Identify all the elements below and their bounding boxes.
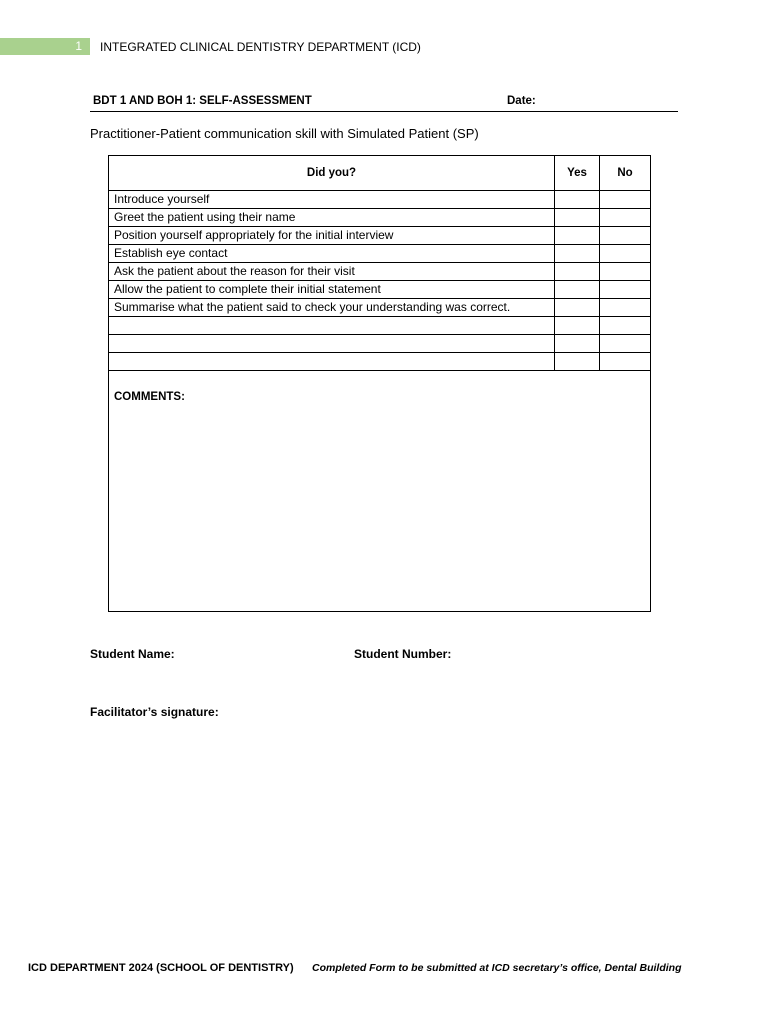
page-number-bar [0,38,90,55]
checklist-item[interactable] [109,317,555,335]
no-cell[interactable] [600,353,651,371]
student-number-label: Student Number: [354,647,452,661]
table-row [109,353,651,371]
department-title: INTEGRATED CLINICAL DENTISTRY DEPARTMENT (ICD) [100,40,421,54]
checklist-item[interactable] [109,335,555,353]
yes-cell[interactable] [555,263,600,281]
form-subtitle: Practitioner-Patient communication skill with Simulated Patient (SP) [90,126,479,141]
checklist-item: Greet the patient using their name [109,209,555,227]
no-cell[interactable] [600,209,651,227]
checklist-item: Establish eye contact [109,245,555,263]
table-row [109,263,651,281]
checklist-table [108,155,651,612]
yes-cell[interactable] [555,317,600,335]
table-row [109,227,651,245]
yes-cell[interactable] [555,209,600,227]
table-row [109,209,651,227]
table-row [109,191,651,209]
checklist-item: Introduce yourself [109,191,555,209]
no-cell[interactable] [600,191,651,209]
checklist-item: Allow the patient to complete their initial statement [109,281,555,299]
column-header-yes: Yes [555,156,600,191]
checklist-item: Summarise what the patient said to check your understanding was correct. [109,299,555,317]
yes-cell[interactable] [555,299,600,317]
table-row [109,245,651,263]
comments-row [109,371,651,612]
no-cell[interactable] [600,281,651,299]
student-name-label: Student Name: [90,647,175,661]
yes-cell[interactable] [555,191,600,209]
comments-box[interactable] [109,371,651,612]
facilitator-signature-label: Facilitator’s signature: [90,705,219,719]
footer-department: ICD DEPARTMENT 2024 (SCHOOL OF DENTISTRY) [28,962,294,974]
yes-cell[interactable] [555,353,600,371]
yes-cell[interactable] [555,281,600,299]
no-cell[interactable] [600,317,651,335]
table-row [109,281,651,299]
form-title: BDT 1 AND BOH 1: SELF-ASSESSMENT [93,95,312,107]
table-row [109,335,651,353]
no-cell[interactable] [600,227,651,245]
comments-label: COMMENTS: [114,391,185,403]
page-number: 1 [75,39,82,53]
checklist-header-row [109,156,651,191]
checklist-item: Ask the patient about the reason for their visit [109,263,555,281]
yes-cell[interactable] [555,227,600,245]
no-cell[interactable] [600,299,651,317]
checklist-item[interactable] [109,353,555,371]
yes-cell[interactable] [555,245,600,263]
yes-cell[interactable] [555,335,600,353]
no-cell[interactable] [600,263,651,281]
form-title-row [90,94,678,112]
table-row [109,299,651,317]
column-header-no: No [600,156,651,191]
checklist-item: Position yourself appropriately for the initial interview [109,227,555,245]
table-row [109,317,651,335]
no-cell[interactable] [600,245,651,263]
column-header-question: Did you? [109,156,555,191]
no-cell[interactable] [600,335,651,353]
date-label: Date: [507,95,536,107]
footer-submission-note: Completed Form to be submitted at ICD secretary’s office, Dental Building [312,962,682,974]
